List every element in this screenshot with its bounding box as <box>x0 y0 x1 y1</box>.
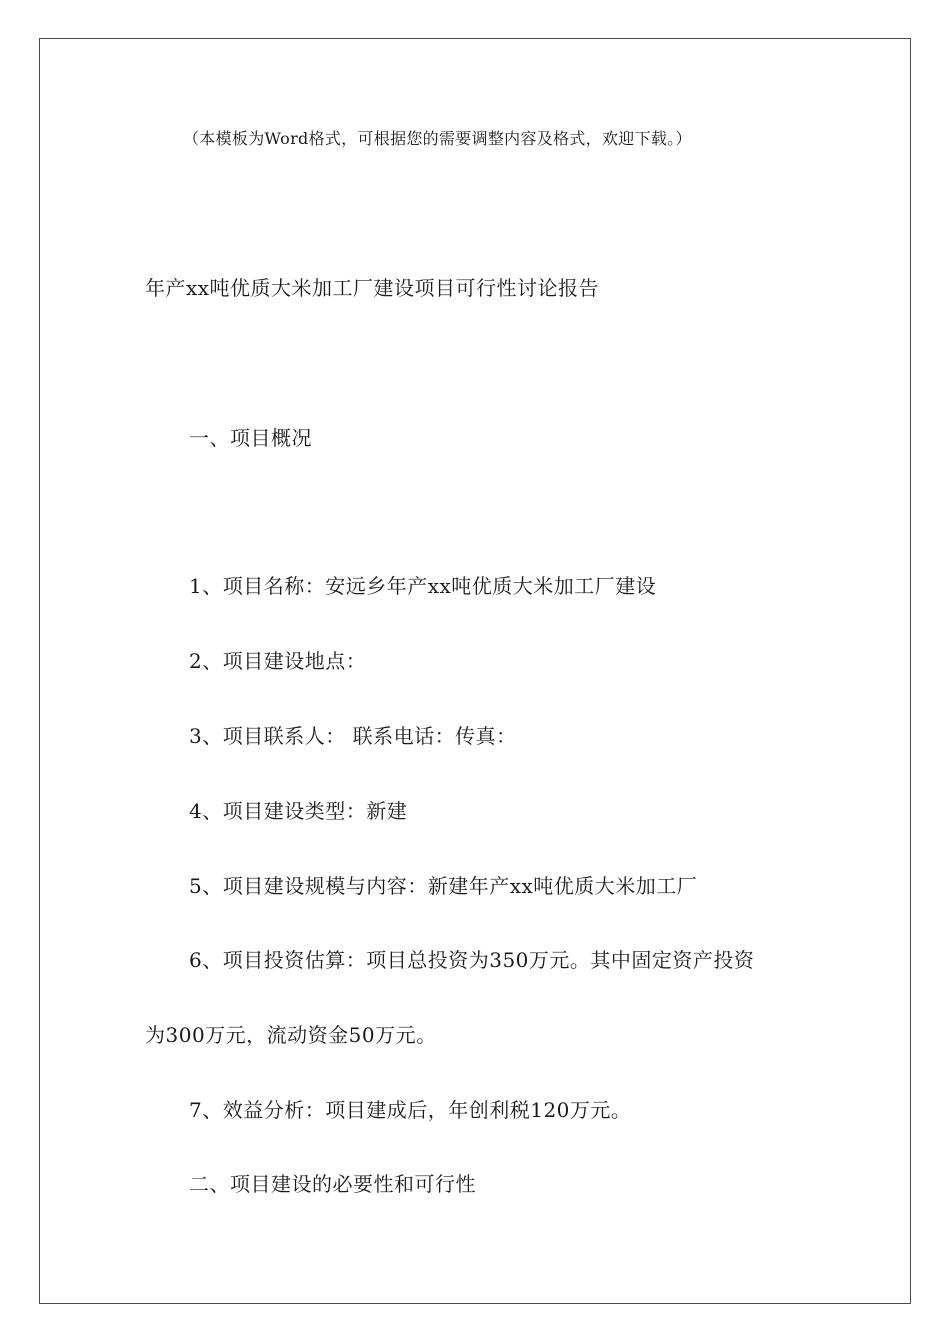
item-benefit-analysis: 7、效益分析：项目建成后，年创利税120万元。 <box>189 1098 632 1122</box>
template-notice: （本模板为Word格式，可根据您的需要调整内容及格式，欢迎下载。） <box>183 129 692 148</box>
item-project-location: 2、项目建设地点： <box>189 649 367 673</box>
item-project-contact: 3、项目联系人： 联系电话：传真： <box>189 724 517 748</box>
item-investment-estimate: 6、项目投资估算：项目总投资为350万元。其中固定资产投资 <box>189 948 755 972</box>
section-heading-overview: 一、项目概况 <box>189 426 312 450</box>
document-title: 年产xx吨优质大米加工厂建设项目可行性讨论报告 <box>145 276 600 300</box>
item-project-name: 1、项目名称：安远乡年产xx吨优质大米加工厂建设 <box>189 574 657 598</box>
item-project-scale: 5、项目建设规模与内容：新建年产xx吨优质大米加工厂 <box>189 874 698 898</box>
section-heading-necessity: 二、项目建设的必要性和可行性 <box>189 1172 476 1196</box>
item-project-type: 4、项目建设类型：新建 <box>189 799 408 823</box>
item-investment-estimate-continued: 为300万元，流动资金50万元。 <box>145 1023 437 1047</box>
